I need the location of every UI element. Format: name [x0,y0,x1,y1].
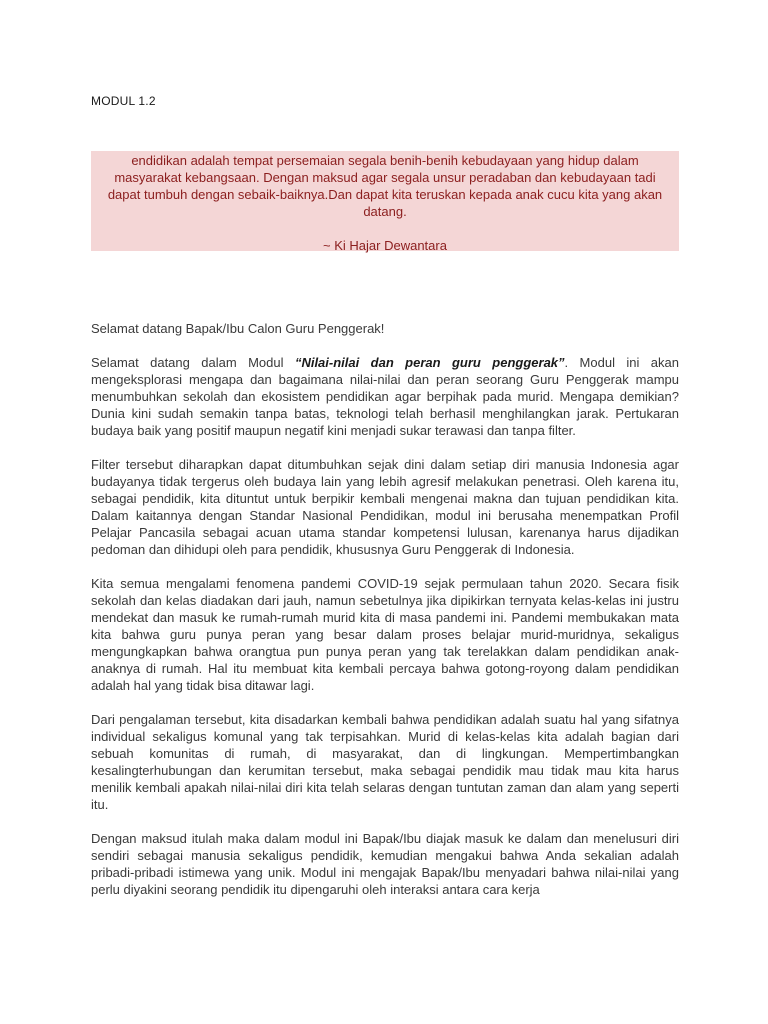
paragraph-filter: Filter tersebut diharapkan dapat ditumbuhkan sejak dini dalam setiap diri manusia Indonesia agar budayanya tidak tergerus oleh budaya lain yang lebih agresif melakukan penetrasi. Oleh karena itu, sebagai pendidik, kita dituntut untuk berpikir kembali mengenai makna dan tujuan pendidikan kita. Dalam kaitannya dengan Standar Nasional Pendidikan, modul ini berusaha menempatkan Profil Pelajar Pancasila sebagai acuan utama standar kompetensi lulusan, karenanya harus dijadikan pedoman dan dihidupi oleh para pendidik, khususnya Guru Penggerak di Indonesia. [91,457,679,557]
quote-text: endidikan adalah tempat persemaian segala benih-benih kebudayaan yang hidup dalam masyarakat kebangsaan. Dengan maksud agar segala unsur peradaban dan kebudayaan tadi dapat tumbuh dengan sebaik-baiknya.Dan dapat kita teruskan kepada anak cucu kita yang akan datang. [107,153,663,219]
paragraph-pandemic: Kita semua mengalami fenomena pandemi COVID-19 sejak permulaan tahun 2020. Secara fisik sekolah dan kelas diadakan dari jauh, namun sebetulnya jika dipikirkan ternyata kelas-kelas ini justru mendekat dan masuk ke rumah-rumah murid kita di masa pandemi ini. Pandemi membukakan mata kita bahwa guru punya peran yang besar dalam proses belajar murid-muridnya, sekaligus mengungkapkan bahwa orangtua pun punya peran yang tak terelakkan dalam pendidikan anak-anaknya di rumah. Hal itu membuat kita kembali percaya bahwa gotong-royong dalam pendidikan adalah hal yang tidak bisa ditawar lagi. [91,576,679,693]
paragraph-purpose: Dengan maksud itulah maka dalam modul ini Bapak/Ibu diajak masuk ke dalam dan menelusuri diri sendiri sebagai manusia sekaligus pendidik, kemudian mengakui bahwa Anda sekalian adalah pribadi-pribadi istimewa yang unik. Modul ini mengajak Bapak/Ibu menyadari bahwa nilai-nilai yang perlu diyakini seorang pendidik itu dipengaruhi oleh interaksi antara cara kerja [91,831,679,897]
module-title: “Nilai-nilai dan peran guru penggerak” [294,355,565,370]
quote-box [91,151,679,251]
body-content [91,320,679,915]
intro-rest-text: . Modul ini akan mengeksplorasi mengapa dan bagaimana nilai-nilai dan peran seorang Guru Penggerak mampu menumbuhkan sekolah dan ekosistem pendidikan agar berpihak pada murid. Mengapa demikian? Dunia kini sudah semakin tanpa batas, teknologi telah berhasil menghilangkan jarak. Pertukaran budaya baik yang positif maupun negatif kini menjadi sukar terawasi dan tanpa filter. [91,355,679,438]
intro-lead-text: Selamat datang dalam Modul [91,355,295,370]
quote-author: ~ Ki Hajar Dewantara [323,238,447,253]
greeting-paragraph: Selamat datang Bapak/Ibu Calon Guru Penggerak! [91,321,385,336]
paragraph-experience: Dari pengalaman tersebut, kita disadarkan kembali bahwa pendidikan adalah suatu hal yang sifatnya individual sekaligus komunal yang tak terpisahkan. Murid di kelas-kelas kita adalah bagian dari sebuah komunitas di rumah, di masyarakat, dan di lingkungan. Mempertimbangkan kesalingterhubungan dan kerumitan tersebut, maka sebagai pendidik mau tidak mau kita harus menilik kembali apakah nilai-nilai diri kita telah selaras dengan tuntutan zaman dan alam yang seperti itu. [91,712,679,812]
intro-paragraph [91,354,679,439]
module-label: MODUL 1.2 [91,94,156,108]
